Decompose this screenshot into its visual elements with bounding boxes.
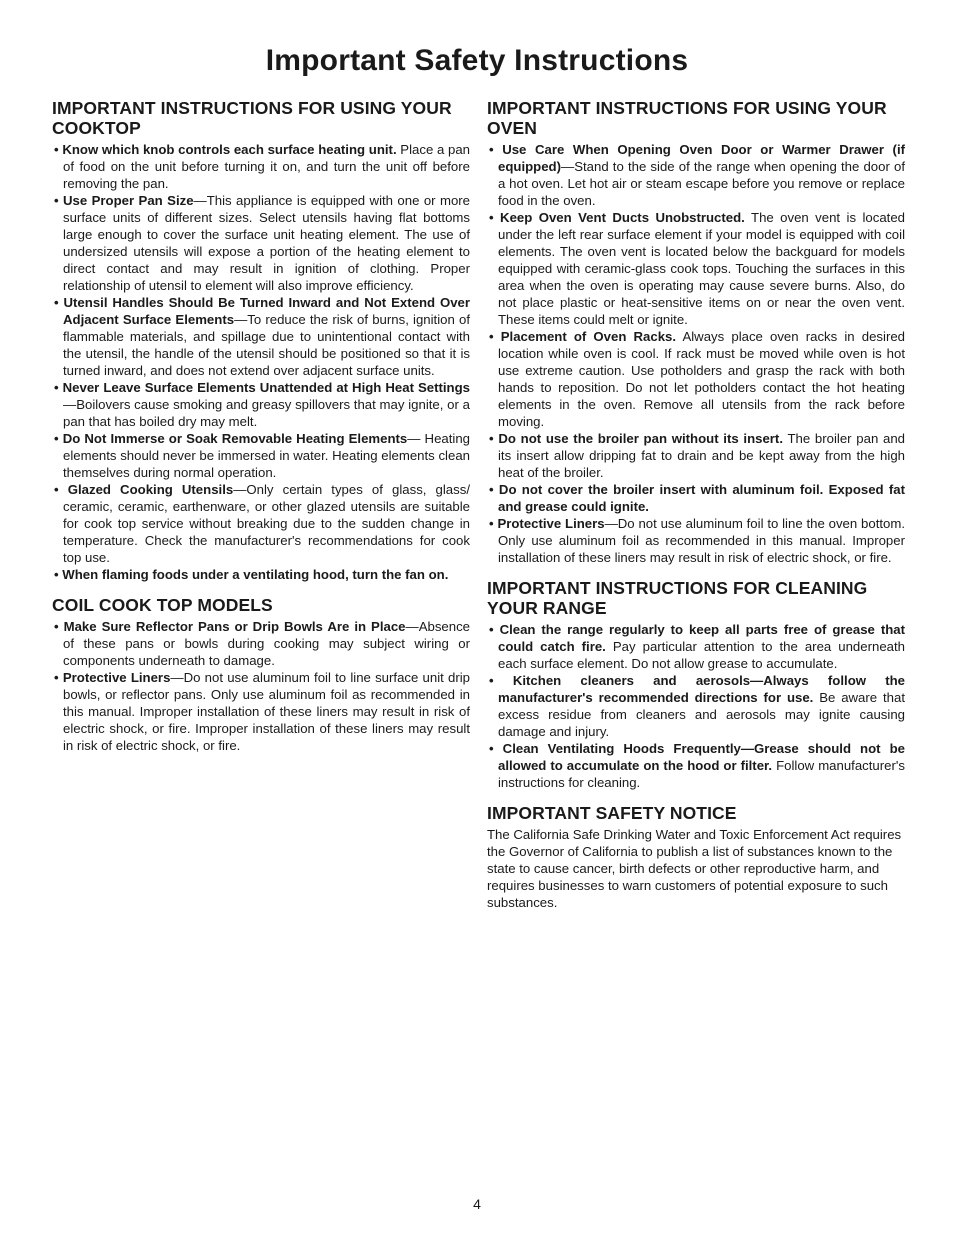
notice-heading: IMPORTANT SAFETY NOTICE: [487, 803, 737, 823]
list-item: [487, 740, 905, 791]
bullet-icon: •: [489, 210, 501, 225]
list-item: [52, 141, 470, 192]
item-lead: Do not use the broiler pan without its insert.: [498, 431, 783, 446]
item-lead: When flaming foods under a ventilating hood, turn the fan on.: [62, 567, 449, 582]
cooktop-list: [52, 141, 470, 583]
list-item: [52, 566, 470, 583]
bullet-icon: •: [489, 741, 503, 756]
item-body: — Heating elements should never be immersed in water. Heating elements clean themselves during normal operation.: [63, 431, 471, 480]
list-item: [52, 618, 470, 669]
item-lead: Kitchen cleaners and aerosols—Always follow the manufacturer's recommended directions for use.: [498, 673, 905, 705]
oven-section: [487, 98, 905, 566]
item-lead: Do Not Immerse or Soak Removable Heating Elements: [62, 431, 408, 446]
list-item: [52, 192, 470, 294]
item-body: —To reduce the risk of burns, ignition of flammable materials, and spillage due to unintentional contact with the utensil, the handle of the utensil should be positioned so that it is turned inward, and does not extend over adjacent surface units.: [63, 312, 470, 378]
cooktop-heading: IMPORTANT INSTRUCTIONS FOR USING YOUR COOKTOP: [52, 98, 452, 138]
list-item: [487, 430, 905, 481]
item-lead: Clean the range regularly to keep all parts free of grease that could catch fire.: [498, 622, 905, 654]
bullet-icon: •: [489, 329, 501, 344]
item-body: —Do not use aluminum foil to line surface unit drip bowls, or reflector pans. Only use aluminum foil as recommended in this manual. Improper installation of these liners may result in risk of electric shock, or fire. Improper installation of these liners may result in risk of electric shock, or fire.: [63, 670, 471, 753]
cleaning-heading: IMPORTANT INSTRUCTIONS FOR CLEANING YOUR RANGE: [487, 578, 868, 618]
item-body: —Only certain types of glass, glass/ ceramic, ceramic, earthenware, or other glazed utensils are suitable for cook top service without breaking due to the sudden change in temperature. Check the manufacturer's recommendations for cook top use.: [63, 482, 470, 565]
cooktop-section: [52, 98, 470, 583]
item-body: Be aware that excess residue from cleaners and aerosols may ignite causing damage and injury.: [498, 690, 905, 739]
list-item: [487, 209, 905, 328]
item-lead: Clean Ventilating Hoods Frequently—Grease should not be allowed to accumulate on the hood or filter.: [498, 741, 905, 773]
item-lead: Use Care When Opening Oven Door or Warmer Drawer (if equipped): [498, 142, 906, 174]
item-lead: Do not cover the broiler insert with aluminum foil. Exposed fat and grease could ignite.: [498, 482, 906, 514]
list-item: [487, 481, 905, 515]
bullet-icon: •: [54, 142, 63, 157]
list-item: [52, 379, 470, 430]
item-body: —Absence of these pans or bowls during cooking may subject wiring or components underneath to damage.: [63, 619, 471, 668]
item-lead: Utensil Handles Should Be Turned Inward and Not Extend Over Adjacent Surface Elements: [63, 295, 470, 327]
bullet-icon: •: [489, 431, 499, 446]
item-body: The oven vent is located under the left rear surface element if your model is equipped with coil elements. The oven vent is located below the backguard for models equipped with ceramic-glass cook tops. Touching the surfaces in this area when the oven is operating may cause severe burns. Also, do not place plastic or heat-sensitive items on or near the oven vent. These items could melt or ignite.: [498, 210, 905, 327]
right-column: [487, 98, 905, 911]
bullet-icon: •: [489, 673, 513, 688]
item-body: —Boilovers cause smoking and greasy spillovers that may ignite, or a pan that has boiled dry may melt.: [63, 397, 470, 429]
oven-heading: IMPORTANT INSTRUCTIONS FOR USING YOUR OVEN: [487, 98, 887, 138]
coil-list: [52, 618, 470, 754]
bullet-icon: •: [54, 670, 63, 685]
item-lead: Protective Liners: [62, 670, 171, 685]
bullet-icon: •: [54, 295, 64, 310]
item-body: —Stand to the side of the range when opening the door of a hot oven. Let hot air or steam escape before you remove or replace food in the oven.: [498, 159, 905, 208]
bullet-icon: •: [489, 516, 498, 531]
bullet-icon: •: [54, 567, 63, 582]
item-body: Always place oven racks in desired location while oven is cool. If rack must be moved while oven is hot use extreme caution. Use potholders and grasp the rack with both hands to reposition. Do not let potholders contact the hot heating elements in the oven. Remove all utensils from the rack before moving.: [498, 329, 906, 429]
item-lead: Keep Oven Vent Ducts Unobstructed.: [500, 210, 745, 225]
item-body: Follow manufacturer's instructions for cleaning.: [498, 758, 905, 790]
list-item: [52, 481, 470, 566]
bullet-icon: •: [54, 193, 64, 208]
list-item: [52, 669, 470, 754]
item-lead: Glazed Cooking Utensils: [67, 482, 234, 497]
bullet-icon: •: [54, 482, 68, 497]
page-number: 4: [473, 1196, 481, 1212]
bullet-icon: •: [54, 619, 64, 634]
bullet-icon: •: [489, 622, 500, 637]
list-item: [487, 672, 905, 740]
bullet-icon: •: [54, 380, 63, 395]
item-lead: Protective Liners: [497, 516, 605, 531]
item-body: —Do not use aluminum foil to line the oven bottom. Only use aluminum foil as recommended in this manual. Improper installation of these liners may result in risk of electric shock, or fire.: [498, 516, 905, 565]
coil-heading: COIL COOK TOP MODELS: [52, 595, 273, 615]
coil-section: [52, 595, 470, 754]
bullet-icon: •: [489, 142, 503, 157]
list-item: [487, 621, 905, 672]
left-column: [52, 98, 470, 754]
item-body: —This appliance is equipped with one or more surface units of different sizes. Select utensils having flat bottoms large enough to cover the surface unit heating element. The use of undersized utensils will expose a portion of the heating element to direct contact and may result in ignition of clothing. Proper relationship of utensil to element will also improve efficiency.: [63, 193, 471, 293]
list-item: [487, 141, 905, 209]
item-body: Place a pan of food on the unit before turning it on, and turn the unit off before removing the pan.: [63, 142, 470, 191]
item-lead: Use Proper Pan Size: [63, 193, 194, 208]
item-lead: Know which knob controls each surface heating unit.: [62, 142, 397, 157]
list-item: [52, 430, 470, 481]
page-title: Important Safety Instructions: [265, 44, 689, 77]
item-lead: Never Leave Surface Elements Unattended at High Heat Settings: [62, 380, 470, 395]
list-item: [487, 328, 905, 430]
notice-text: The California Safe Drinking Water and Toxic Enforcement Act requires the Governor of California to publish a list of substances known to the state to cause cancer, birth defects or other reproductive harm, and requires businesses to warn customers of potential exposure to such substances.: [487, 827, 902, 910]
item-body: Pay particular attention to the area underneath each surface element. Do not allow grease to accumulate.: [498, 639, 905, 671]
item-lead: Make Sure Reflector Pans or Drip Bowls Are in Place: [63, 619, 406, 634]
item-body: The broiler pan and its insert allow dripping fat to drain and be kept away from the high heat of the broiler.: [498, 431, 906, 480]
oven-list: [487, 141, 905, 566]
cleaning-list: [487, 621, 905, 791]
bullet-icon: •: [54, 431, 63, 446]
list-item: [487, 515, 905, 566]
cleaning-section: [487, 578, 905, 791]
bullet-icon: •: [489, 482, 499, 497]
item-lead: Placement of Oven Racks.: [500, 329, 677, 344]
list-item: [52, 294, 470, 379]
notice-section: [487, 803, 905, 911]
